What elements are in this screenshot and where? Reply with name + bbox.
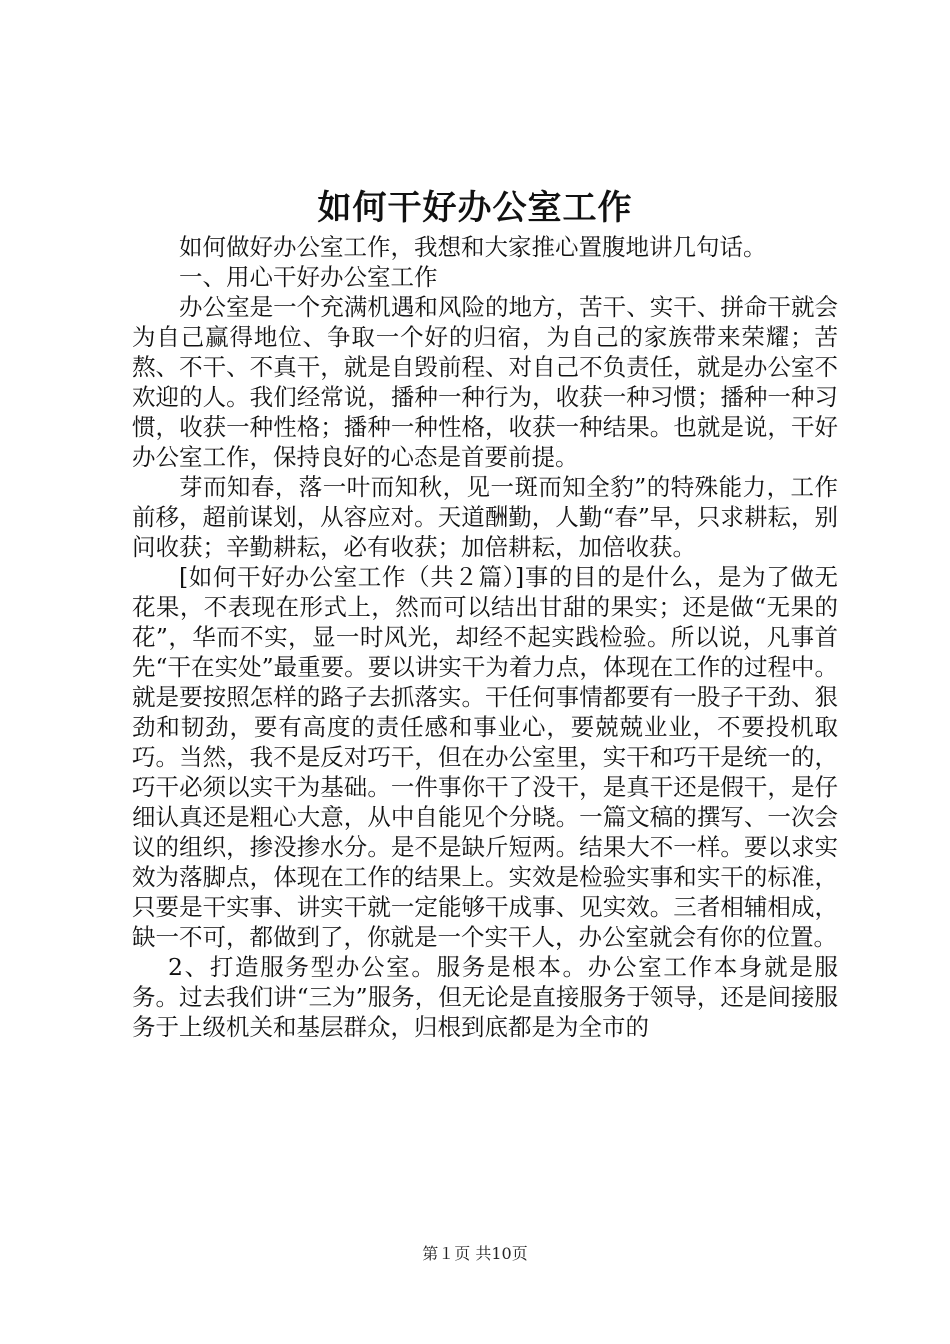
- paragraph-intro: 如何做好办公室工作，我想和大家推心置腹地讲几句话。: [179, 233, 767, 261]
- paragraph-service-office: 2、打造服务型办公室。服务是根本。办公室工作本身就是服务。过去我们讲“三为”服务，但无论是直接服务于领导，还是间接服务于上级机关和基层群众，归根到底都是为全市的: [132, 953, 838, 1041]
- paragraph-attitude: 办公室是一个充满机遇和风险的地方，苦干、实干、拼命干就会为自己赢得地位、争取一个好的归宿，为自己的家族带来荣耀；苦熬、不干、不真干，就是自毁前程、对自己不负责任，就是办公室不欢迎的人。我们经常说，播种一种行为，收获一种习惯；播种一种习惯，收获一种性格；播种一种性格，收获一种结果。也就是说，干好办公室工作，保持良好的心态是首要前提。: [132, 293, 838, 471]
- page-number-footer: 第１页 共10页: [422, 1244, 528, 1263]
- paragraph-practical-work: [如何干好办公室工作（共２篇）]事的目的是什么，是为了做无花果，不表现在形式上，然而可以结出甘甜的果实；还是做“无果的花”，华而不实，显一时风光，却经不起实践检验。所以说，凡事首先“干在实处”最重要。要以讲实干为着力点，体现在工作的过程中。就是要按照怎样的路子去抓落实。干任何事情都要有一股子干劲、狠劲和韧劲，要有高度的责任感和事业心，要兢兢业业，不要投机取巧。当然，我不是反对巧干，但在办公室里，实干和巧干是统一的，巧干必须以实干为基础。一件事你干了没干，是真干还是假干，是仔细认真还是粗心大意，从中自能见个分晓。一篇文稿的撰写、一次会议的组织，掺没掺水分。是不是缺斤短两。结果大不一样。要以求实效为落脚点，体现在工作的结果上。实效是检验实事和实干的标准，只要是干实事、讲实干就一定能够干成事、见实效。三者相辅相成，缺一不可，都做到了，你就是一个实干人，办公室就会有你的位置。: [132, 563, 838, 951]
- document-title: 如何干好办公室工作: [317, 188, 633, 228]
- paragraph-foresight: 芽而知春，落一叶而知秋，见一斑而知全豹”的特殊能力，工作前移，超前谋划，从容应对。天道酬勤，人勤“春”早，只求耕耘，别问收获；辛勤耕耘，必有收获；加倍耕耘，加倍收获。: [132, 473, 838, 561]
- document-body: [132, 232, 838, 1042]
- section-heading: 一、用心干好办公室工作: [179, 263, 438, 291]
